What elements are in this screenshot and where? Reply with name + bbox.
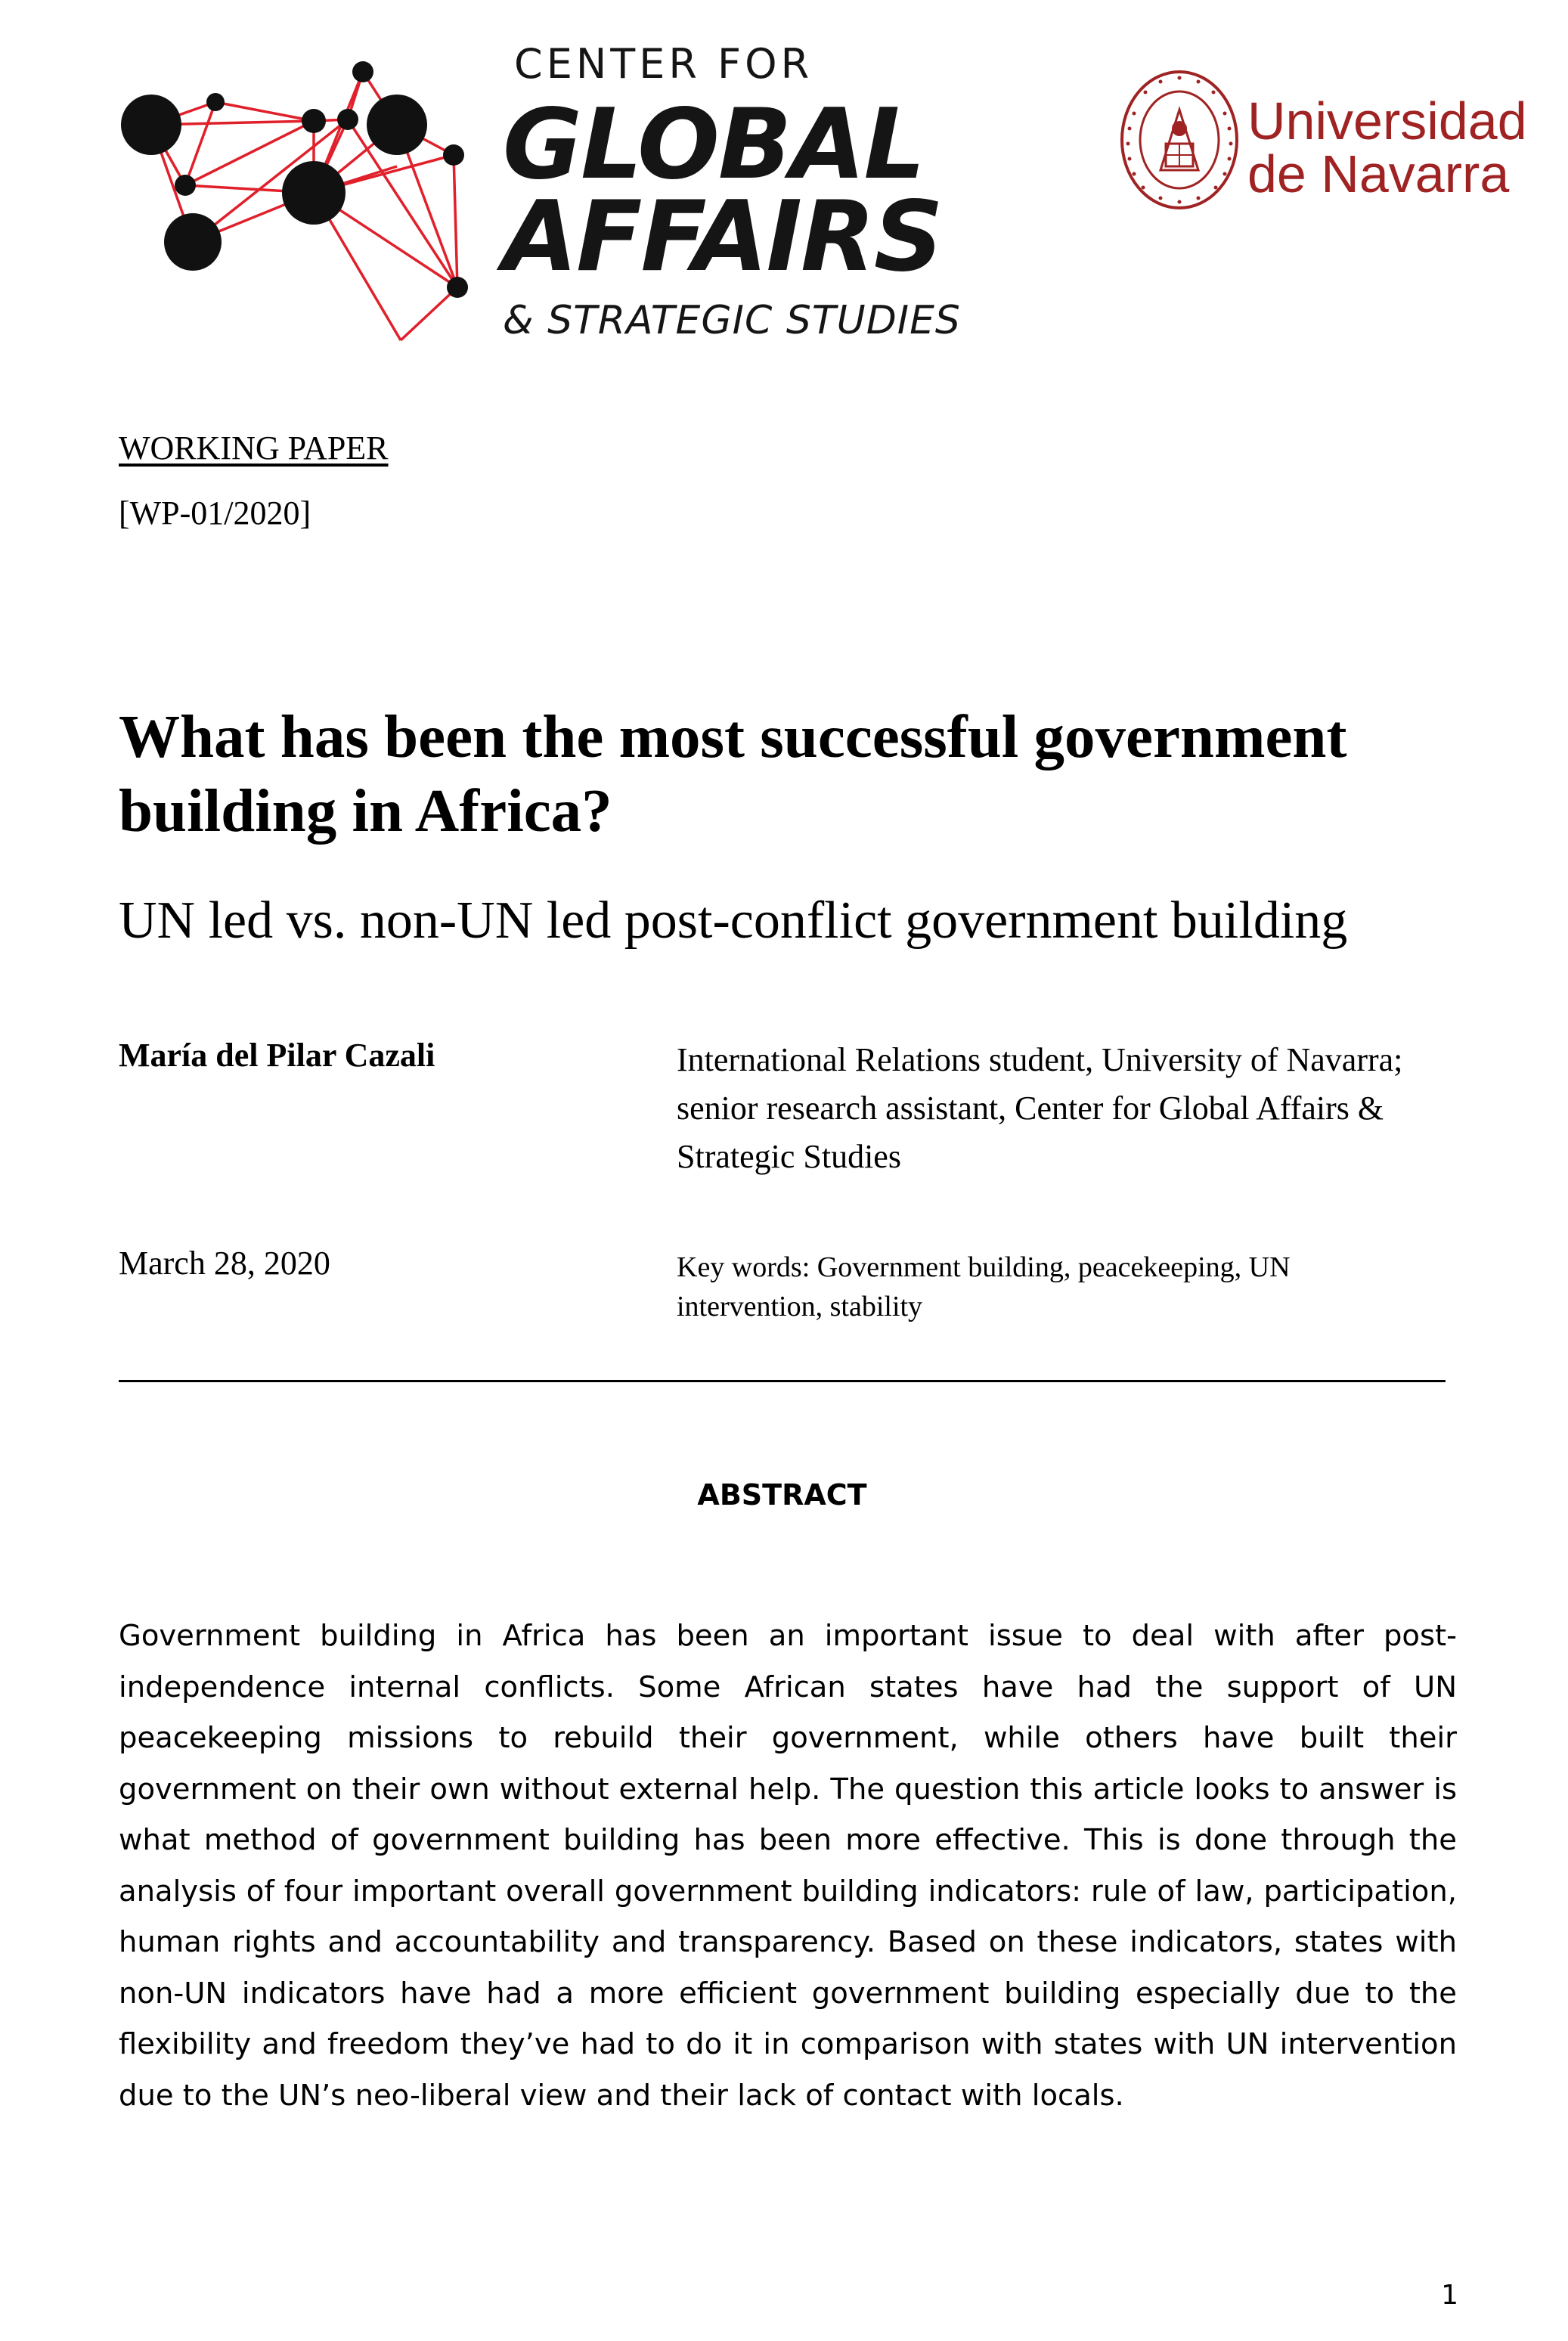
abstract-body: Government building in Africa has been an important issue to deal with after post-independence internal conflicts. Some African states have had the support of UN peacekeeping missions to rebuild their government, while others have built their government on their own without external help. The question this article looks to answer is what method of government building has been more effective. This is done through the analysis of four important overall government building indicators: rule of law, participation, human rights and accountability and transparency. Based on these indicators, states with non-UN indicators have had a more efficient government building especially due to the flexibility and freedom they’ve had to do it in comparison with states with UN intervention due to the UN’s neo-liberal view and their lack of contact with locals. <box>119 1619 1457 2113</box>
logo-text-affairs: AFFAIRS <box>503 181 942 293</box>
author-name: María del Pilar Cazali <box>119 1037 435 1074</box>
series-number: [WP-01/2020] <box>119 495 311 532</box>
page-number: 1 <box>1441 2280 1458 2311</box>
universidad-de-navarra-logo <box>1119 60 1527 227</box>
logo-text-global: GLOBAL <box>503 88 925 201</box>
paper-subtitle: UN led vs. non-UN led post-conflict government building <box>119 891 1348 950</box>
center-for-global-affairs-logo <box>113 38 968 355</box>
series-label: WORKING PAPER <box>119 429 389 467</box>
university-name-line2: de Navarra <box>1247 144 1510 203</box>
author-affiliation: International Relations student, University of Navarra; senior research assistant, Center for Global Affairs & Strategic Studies <box>677 1041 1403 1175</box>
university-seal-icon <box>1119 68 1240 212</box>
abstract-heading: ABSTRACT <box>697 1478 867 1512</box>
logo-text-strategic-studies: & STRATEGIC STUDIES <box>503 298 961 343</box>
university-name-line1: Universidad <box>1247 91 1527 150</box>
paper-title: What has been the most successful government building in Africa? <box>119 702 1347 845</box>
logo-text-center-for: CENTER FOR <box>514 40 813 88</box>
keywords: Key words: Government building, peacekeeping, UN intervention, stability <box>677 1251 1291 1322</box>
section-divider <box>119 1380 1446 1382</box>
publication-date: March 28, 2020 <box>119 1245 330 1282</box>
